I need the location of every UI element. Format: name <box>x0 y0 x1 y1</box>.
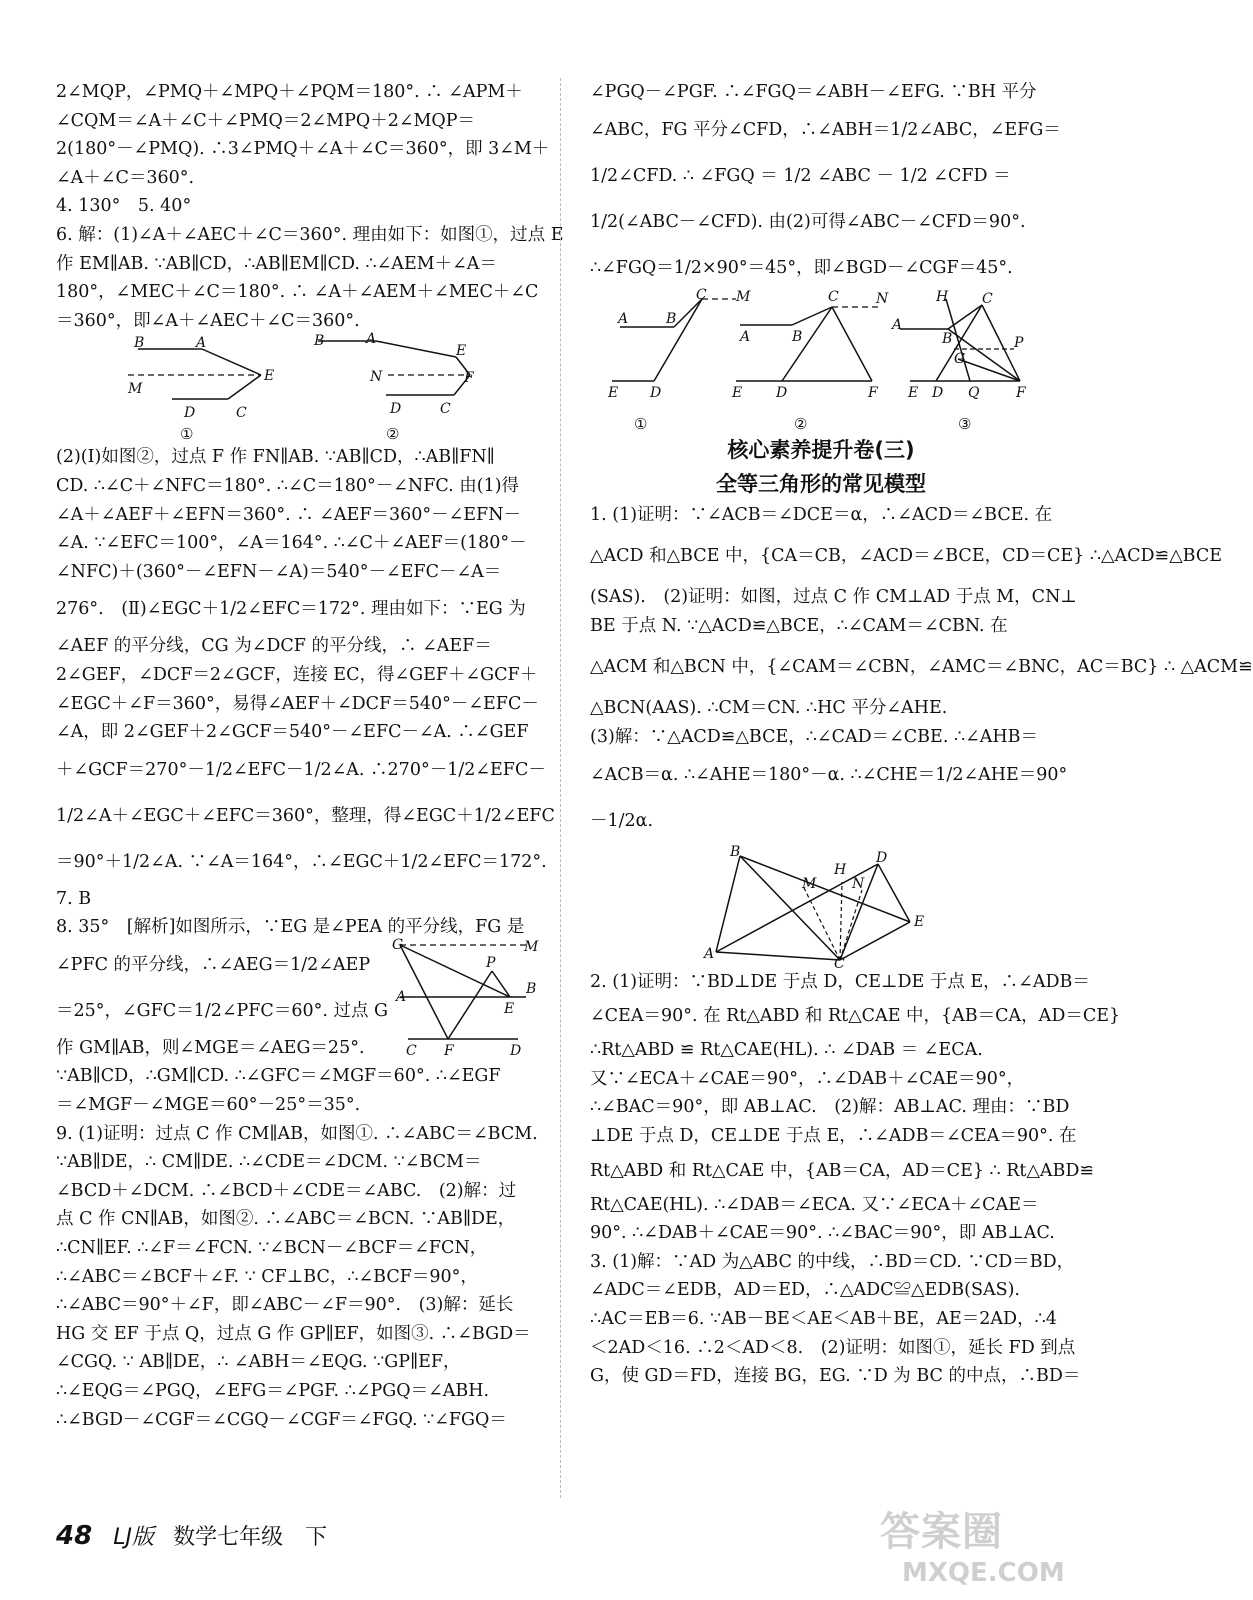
fig8-label: E <box>504 1001 515 1018</box>
text-line: ∠A＋∠AEF＋∠EFN＝360°. ∴ ∠AEF＝360°－∠EFN－ <box>56 504 522 525</box>
text-line: G，使 GD＝FD，连接 BG，EG. ∵D 为 BC 的中点，∴BD＝ <box>590 1366 1081 1387</box>
fig9-2-label: B <box>792 328 803 345</box>
text-line: (SAS). (2)证明：如图，过点 C 作 CM⊥AD 于点 M，CN⊥ <box>590 587 1077 608</box>
fig-r1-label: C <box>834 955 845 972</box>
figure-9-1 <box>607 287 751 433</box>
text-line: －1/2α. <box>590 810 654 831</box>
question-6-start: 6. 解：(1)∠A＋∠AEC＋∠C＝360°. 理由如下：如图①，过点 E <box>56 224 564 245</box>
column-divider <box>560 78 561 1498</box>
fig-r1-label: A <box>704 945 715 962</box>
figure-9-2 <box>731 289 889 433</box>
fig-r1-label: D <box>876 849 888 866</box>
question-1-start: 1. (1)证明：∵∠ACB＝∠DCE＝α，∴∠ACD＝∠BCE. 在 <box>590 504 1053 525</box>
text-line: ∠PGQ－∠PGF. ∴∠FGQ＝∠ABH－∠EFG. ∵BH 平分 <box>590 82 1037 102</box>
fig9-1-label: B <box>666 310 677 327</box>
text-line: ∠A＋∠C＝360°. <box>56 167 195 188</box>
fig9-3-caption: ③ <box>958 414 972 433</box>
page-footer <box>56 1520 327 1551</box>
text-line: ＝∠MGF－∠MGE＝60°－25°＝35°. <box>56 1095 361 1116</box>
question-9-start: 9. (1)证明：过点 C 作 CM∥AB，如图①. ∴∠ABC＝∠BCM. <box>56 1123 538 1144</box>
fig9-3-label: F <box>1016 384 1026 401</box>
fig9-1-label: E <box>608 384 619 401</box>
text-line: 2∠MQP，∠PMQ＋∠MPQ＋∠PQM＝180°. ∴ ∠APM＋ <box>56 82 523 102</box>
text-line: △BCN(AAS). ∴CM＝CN. ∴HC 平分∠AHE. <box>590 698 948 719</box>
fig8-label: F <box>444 1043 454 1060</box>
section-subtitle: 全等三角形的常见模型 <box>716 471 926 496</box>
text-line: ∠ADC＝∠EDB，AD＝ED，∴△ADC≌△EDB(SAS). <box>590 1280 1020 1301</box>
fig8-label: D <box>510 1043 522 1060</box>
text-line: ∠CQM＝∠A＋∠C＋∠PMQ＝2∠MPQ＋2∠MQP＝ <box>56 110 476 131</box>
fig6-2-label: F <box>464 370 474 387</box>
fig9-3-label: E <box>908 384 919 401</box>
question-3-start: 3. (1)解：∵AD 为△ABC 的中线，∴BD＝CD. ∵CD＝BD， <box>590 1251 1075 1272</box>
fig6-1-label: A <box>196 335 207 352</box>
text-line: 2(180°－∠PMQ). ∴3∠PMQ＋∠A＋∠C＝360°，即 3∠M＋ <box>56 139 550 160</box>
fig-r1-label: E <box>914 913 925 930</box>
text-line: BE 于点 N. ∵△ACD≌△BCE，∴∠CAM＝∠CBN. 在 <box>590 615 1008 636</box>
text-line: 又∵∠ECA＋∠CAE＝90°，∴∠DAB＋∠CAE＝90°， <box>590 1068 1025 1089</box>
figure-6-2 <box>313 331 475 443</box>
figure-9-3 <box>890 289 1027 433</box>
text-line: ∠PFC 的平分线，∴∠AEG＝1/2∠AEP <box>56 954 371 975</box>
fig9-2-label: N <box>876 290 889 307</box>
text-line: ＝25°，∠GFC＝1/2∠PFC＝60°. 过点 G <box>56 1000 389 1021</box>
fig8-label: B <box>526 981 537 998</box>
answer-4-5: 4. 130° 5. 40° <box>56 196 192 217</box>
fig-r1-label: H <box>834 861 847 878</box>
fig6-2-caption: ② <box>386 425 400 444</box>
text-line: CD. ∴∠C＋∠NFC＝180°. ∴∠C＝180°－∠NFC. 由(1)得 <box>56 475 520 496</box>
fig9-1-label: M <box>736 288 751 305</box>
fig9-2-label: E <box>732 384 743 401</box>
fig8-label: G <box>392 937 404 954</box>
fig9-2-label: C <box>828 288 839 305</box>
edition-label: LJ版 <box>113 1525 155 1550</box>
text-line: ∴∠BAC＝90°，即 AB⊥AC. (2)解：AB⊥AC. 理由：∵BD <box>590 1097 1070 1118</box>
text-line: ∠ACB＝α. ∴∠AHE＝180°－α. ∴∠CHE＝1/2∠AHE＝90° <box>590 764 1068 785</box>
fig9-3-label: H <box>936 288 949 305</box>
text-line: 作 EM∥AB. ∵AB∥CD，∴AB∥EM∥CD. ∴∠AEM＋∠A＝ <box>56 253 497 274</box>
fig9-3-label: Q <box>968 384 980 401</box>
watermark-url: MXQE.COM <box>902 1558 1065 1588</box>
figure-6-1 <box>127 335 274 443</box>
fig9-3-label: C <box>982 290 993 307</box>
text-line: 点 C 作 CN∥AB，如图②. ∴∠ABC＝∠BCN. ∵AB∥DE， <box>56 1209 516 1230</box>
figure-8 <box>392 937 540 1060</box>
text-line: 276°. (Ⅱ)∠EGC＋1/2∠EFC＝172°. 理由如下：∵EG 为 <box>56 599 526 620</box>
text-line: ∠AEF 的平分线，CG 为∠DCF 的平分线，∴ ∠AEF＝ <box>56 636 492 657</box>
fig9-3-label: G <box>954 350 966 367</box>
fig6-1-label: E <box>264 368 275 385</box>
book-title: 数学七年级 下 <box>173 1525 328 1550</box>
section-title: 核心素养提升卷(三) <box>727 437 915 462</box>
figure-9-diagrams <box>590 286 1052 433</box>
text-line: ＝90°＋1/2∠A. ∵∠A＝164°，∴∠EGC＋1/2∠EFC＝172°. <box>56 851 547 872</box>
fig9-2-caption: ② <box>794 414 808 433</box>
text-line: ＋∠GCF＝270°－1/2∠EFC－1/2∠A. ∴270°－1/2∠EFC－ <box>56 759 546 780</box>
fig-r1-label: B <box>730 843 741 860</box>
text-line: ∠ABC，FG 平分∠CFD，∴∠ABH＝1/2∠ABC，∠EFG＝ <box>590 119 1061 140</box>
text-line: HG 交 EF 于点 Q，过点 G 作 GP∥EF，如图③. ∴∠BGD＝ <box>56 1323 531 1344</box>
text-line: (2)(Ⅰ)如图②，过点 F 作 FN∥AB. ∵AB∥CD，∴AB∥FN∥ <box>56 447 495 468</box>
text-line: ∴∠EQG＝∠PGQ，∠EFG＝∠PGF. ∴∠PGQ＝∠ABH. <box>56 1381 490 1401</box>
fig9-3-label: D <box>932 384 944 401</box>
text-line: ∴AC＝EB＝6. ∵AB－BE＜AE＜AB＋BE，AE＝2AD，∴4 <box>590 1308 1057 1329</box>
fig9-3-label: B <box>942 330 953 347</box>
fig6-1-label: M <box>128 381 143 398</box>
text-line-brace: Rt△ABD 和 Rt△CAE 中，{AB＝CA，AD＝CE} ∴ Rt△ABD≌ <box>590 1160 1095 1181</box>
text-line-brace: △ACD 和△BCE 中，{CA＝CB，∠ACD＝∠BCE，CD＝CE} ∴△ACD≌△BCE <box>590 546 1222 567</box>
text-line: ∠A. ∵∠EFC＝100°，∠A＝164°. ∴∠C＋∠AEF＝(180°－ <box>56 533 527 554</box>
text-line: ∵AB∥DE，∴ CM∥DE. ∴∠CDE＝∠DCM. ∵∠BCM＝ <box>56 1152 482 1173</box>
fig6-2-label: B <box>314 333 325 350</box>
right-column <box>590 78 1253 1391</box>
fig-r1-label: M <box>802 875 817 892</box>
text-line: ∴∠BGD－∠CGF＝∠CGQ－∠CGF＝∠FGQ. ∵∠FGQ＝ <box>56 1409 507 1430</box>
watermark-logo: 答案圈 <box>880 1509 1003 1555</box>
fig9-2-label: A <box>740 328 751 345</box>
fig6-2-label: D <box>390 401 402 418</box>
fig6-2-label: E <box>456 343 467 360</box>
text-line: 180°，∠MEC＋∠C＝180°. ∴ ∠A＋∠AEM＋∠MEC＋∠C <box>56 282 539 303</box>
fig9-1-label: D <box>650 384 662 401</box>
page-number: 48 <box>56 1521 93 1551</box>
text-line: Rt△CAE(HL). ∴∠DAB＝∠ECA. 又∵∠ECA＋∠CAE＝ <box>590 1194 1039 1215</box>
fig8-label: A <box>396 989 407 1006</box>
text-line: ⊥DE 于点 D，CE⊥DE 于点 E，∴∠ADB＝∠CEA＝90°. 在 <box>590 1125 1077 1146</box>
fig9-1-label: A <box>618 310 629 327</box>
text-line: ∴CN∥EF. ∴∠F＝∠FCN. ∵∠BCN－∠BCF＝∠FCN， <box>56 1238 488 1259</box>
text-line: ∠BCD＋∠DCM. ∴∠BCD＋∠CDE＝∠ABC. (2)解：过 <box>56 1180 517 1201</box>
text-line: (3)解：∵△ACD≌△BCE，∴∠CAD＝∠CBE. ∴∠AHB＝ <box>590 726 1039 747</box>
text-line: ∴∠FGQ＝1/2×90°＝45°，即∠BGD－∠CGF＝45°. <box>590 257 1013 278</box>
text-line: ∠CGQ. ∵ AB∥DE，∴ ∠ABH＝∠EQG. ∵GP∥EF， <box>56 1352 461 1373</box>
fig6-2-label: C <box>440 401 451 418</box>
text-line: ＜2AD＜16. ∴2＜AD＜8. (2)证明：如图①，延长 FD 到点 <box>590 1337 1076 1358</box>
text-line: ∠A，即 2∠GEF＋2∠GCF＝540°－∠EFC－∠A. ∴∠GEF <box>56 722 529 743</box>
text-line: 1/2∠CFD. ∴ ∠FGQ ＝ 1/2 ∠ABC － 1/2 ∠CFD ＝ <box>590 165 1011 186</box>
text-line: ∠EGC＋∠F＝360°，易得∠AEF＋∠DCF＝540°－∠EFC－ <box>56 693 539 714</box>
fig9-2-label: D <box>776 384 788 401</box>
fig9-3-label: A <box>892 316 903 333</box>
text-line: 90°. ∴∠DAB＋∠CAE＝90°. ∴∠BAC＝90°，即 AB⊥AC. <box>590 1223 1055 1244</box>
fig6-2-label: A <box>366 331 377 348</box>
text-line-brace: ∠CEA＝90°. 在 Rt△ABD 和 Rt△CAE 中，{AB＝CA，AD＝CE} <box>590 1006 1121 1027</box>
text-line: 1/2(∠ABC－∠CFD). 由(2)可得∠ABC－∠CFD＝90°. <box>590 211 1026 232</box>
text-line: ＝360°，即∠A＋∠AEC＋∠C＝360°. <box>56 310 360 331</box>
fig6-1-label: D <box>184 405 196 422</box>
fig8-label: M <box>524 939 539 956</box>
question-8-start: 8. 35° [解析]如图所示，∵EG 是∠PEA 的平分线，FG 是 <box>56 917 525 938</box>
fig6-1-label: B <box>134 335 145 352</box>
fig-r1-label: N <box>852 875 865 892</box>
text-line: ∴Rt△ABD ≌ Rt△CAE(HL). ∴ ∠DAB ＝ ∠ECA. <box>590 1040 983 1061</box>
left-column <box>56 78 564 1434</box>
text-line: ∴∠ABC＝90°＋∠F，即∠ABC－∠F＝90°. (3)解：延长 <box>56 1295 514 1316</box>
fig9-1-label: C <box>696 286 707 303</box>
figure-question-1 <box>590 843 1052 972</box>
fig8-label: C <box>406 1043 417 1060</box>
fig9-3-label: P <box>1014 334 1024 351</box>
text-line: ∵AB∥CD，∴GM∥CD. ∴∠GFC＝∠MGF＝60°. ∴∠EGF <box>56 1066 501 1087</box>
fig6-1-label: C <box>236 405 247 422</box>
text-line: 1/2∠A＋∠EGC＋∠EFC＝360°，整理，得∠EGC＋1/2∠EFC <box>56 805 555 826</box>
text-line-brace: △ACM 和△BCN 中，{∠CAM＝∠CBN，∠AMC＝∠BNC，AC＝BC} ∴ △ACM≌ <box>590 657 1253 678</box>
text-line: ∠NFC)＋(360°－∠EFN－∠A)＝540°－∠EFC－∠A＝ <box>56 561 502 582</box>
fig9-2-label: F <box>868 384 878 401</box>
figure-6-diagrams <box>56 331 544 444</box>
text-line: 2∠GEF，∠DCF＝2∠GCF，连接 EC，得∠GEF＋∠GCF＋ <box>56 664 538 685</box>
fig6-2-label: N <box>370 369 383 386</box>
question-8-block <box>56 913 544 1062</box>
text-line: 作 GM∥AB，则∠MGE＝∠AEG＝25°. <box>56 1037 365 1058</box>
fig8-label: P <box>486 955 496 972</box>
text-line: ∴∠ABC＝∠BCF＋∠F. ∵ CF⊥BC，∴∠BCF＝90°， <box>56 1266 478 1287</box>
fig6-1-caption: ① <box>180 425 194 444</box>
fig9-1-caption: ① <box>634 414 648 433</box>
question-2-start: 2. (1)证明：∵BD⊥DE 于点 D，CE⊥DE 于点 E，∴∠ADB＝ <box>590 971 1090 992</box>
answer-7: 7. B <box>56 888 92 909</box>
